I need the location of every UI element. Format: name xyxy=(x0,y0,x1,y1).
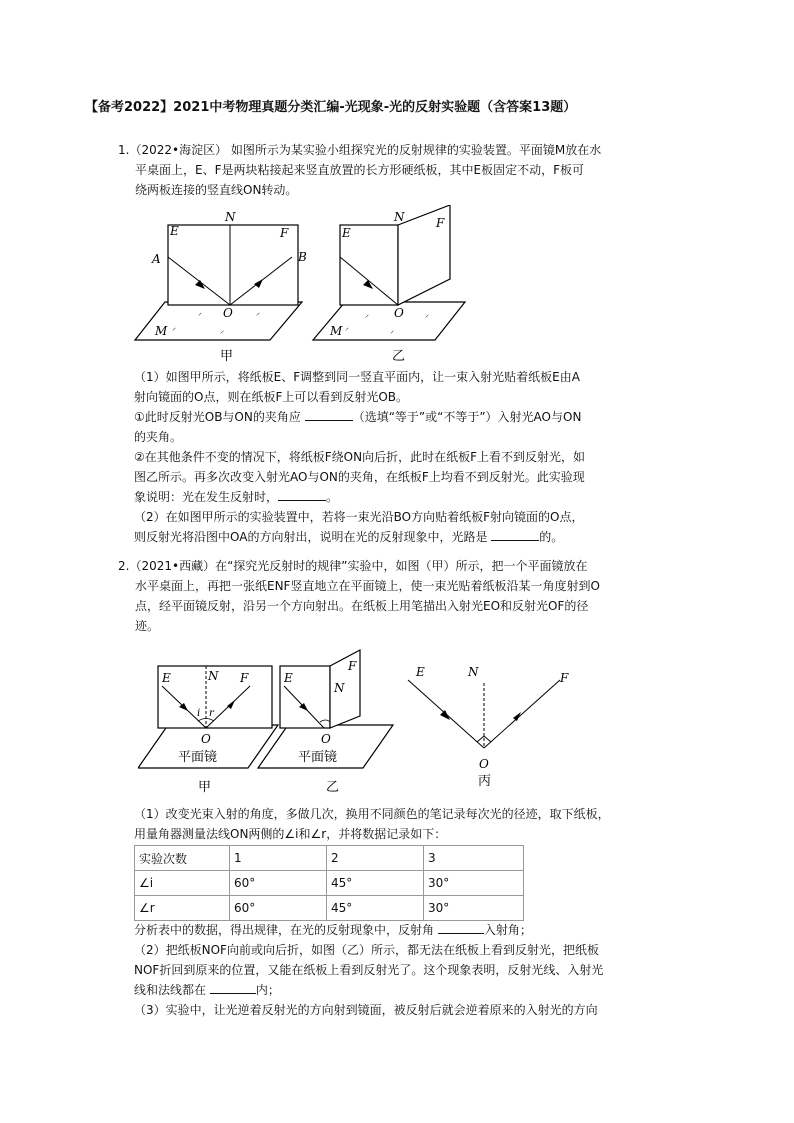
label-m: M xyxy=(330,324,343,338)
label-f: F xyxy=(240,671,249,685)
label-e: E xyxy=(284,671,293,685)
label-e: E xyxy=(162,671,171,685)
q2-intro xyxy=(118,556,698,636)
table-cell: 60° xyxy=(230,871,327,896)
answer-blank-1[interactable] xyxy=(305,407,353,421)
table-cell: 45° xyxy=(327,896,424,921)
label-o: O xyxy=(201,732,211,746)
q2-data-table xyxy=(134,845,524,921)
caption-yi: 乙 xyxy=(326,780,340,795)
label-f: F xyxy=(560,671,569,685)
q2-part1-text xyxy=(134,804,694,844)
label-o: O xyxy=(223,306,233,320)
q1-part1-line-3 xyxy=(134,407,694,427)
label-f: F xyxy=(348,659,357,673)
label-o: O xyxy=(394,306,404,320)
q1-figure xyxy=(130,205,470,365)
q2-part2-line-3a: 线和法线都在 xyxy=(134,983,207,997)
q2-part1-line-3 xyxy=(134,920,694,940)
q1-part1-line-7-end: 。 xyxy=(326,490,339,504)
q1-part1-line-2: 射向镜面的O点，则在纸板F上可以看到反射光OB。 xyxy=(134,390,409,404)
table-header-cell: 实验次数 xyxy=(135,846,230,871)
label-n: N xyxy=(468,665,479,679)
q1-part1-line-6: 图乙所示。再多次改变入射光AO与ON的夹角，在纸板F上均看不到反射光。此实验现 xyxy=(134,470,585,484)
table-cell: 30° xyxy=(424,896,524,921)
hatch-mark: ⸝ xyxy=(345,323,349,332)
table-cell: 30° xyxy=(424,871,524,896)
hatch-mark: ⸝ xyxy=(390,326,394,335)
q2-figure-jia xyxy=(138,666,278,795)
table-cell: ∠i xyxy=(135,871,230,896)
label-n: N xyxy=(334,681,345,695)
q1-part2-line-1: （2）在如图甲所示的实验装置中，若将一束光沿BO方向贴着纸板F射向镜面的O点， xyxy=(134,510,584,524)
caption-bing: 丙 xyxy=(478,774,492,789)
label-f: F xyxy=(280,226,289,240)
q1-part2-line-2-text: 则反射光将沿图中OA的方向射出，说明在光的反射现象中，光路是 xyxy=(134,530,488,544)
q1-figure-yi xyxy=(313,205,465,364)
label-n: N xyxy=(225,210,236,224)
label-e: E xyxy=(342,226,351,240)
q1-part2-line-2-end: 的。 xyxy=(539,530,564,544)
q2-part2-line-1: （2）把纸板NOF向前或向后折，如图（乙）所示，都无法在纸板上看到反射光，把纸板 xyxy=(134,943,599,957)
q1-intro-line-1: 1.（2022•海淀区） 如图所示为某实验小组探究光的反射规律的实验装置。平面镜M放在水 xyxy=(118,143,602,157)
answer-blank-3[interactable] xyxy=(491,527,539,541)
q1-part1-line-1: （1）如图甲所示，将纸板E、F调整到同一竖直平面内，让一束入射光贴着纸板E由A xyxy=(134,370,580,384)
hatch-mark: ⸝ xyxy=(220,326,224,335)
q2-figure-yi xyxy=(258,650,393,795)
q1-part1-line-7 xyxy=(134,487,694,507)
q1-part1-line-5: ②在其他条件不变的情况下，将纸板F绕ON向后折，此时在纸板F上看不到反射光，如 xyxy=(134,450,585,464)
q2-part2-line-2: NOF折回到原来的位置，又能在纸板上看到反射光了。这个现象表明，反射光线、入射光 xyxy=(134,963,604,977)
caption-jia: 甲 xyxy=(198,780,212,795)
q2-part3-line-1: （3）实验中，让光逆着反射光的方向射到镜面，被反射后就会逆着原来的入射光的方向 xyxy=(134,1003,598,1017)
q1-body xyxy=(134,367,694,547)
q1-part1-line-3a: ①此时反射光OB与ON的夹角应 xyxy=(134,410,301,424)
table-row xyxy=(135,871,524,896)
q2-figure-bing xyxy=(408,665,569,789)
q2-part2-line-3b: 内； xyxy=(255,983,280,997)
q2-intro-line-3: 点，经平面镜反射，沿另一个方向射出。在纸板上用笔描出入射光EO和反射光OF的径 xyxy=(135,599,589,613)
table-header-cell: 3 xyxy=(424,846,524,871)
label-o: O xyxy=(321,732,331,746)
table-header-cell: 2 xyxy=(327,846,424,871)
document-title: 【备考2022】2021中考物理真题分类汇编-光现象-光的反射实验题（含答案13题） xyxy=(85,100,577,115)
label-i: i xyxy=(197,708,201,719)
q1-part1-line-3b: （选填“等于”或“不等于”）入射光AO与ON xyxy=(352,410,582,424)
table-header-cell: 1 xyxy=(230,846,327,871)
q1-intro-line-2: 平桌面上，E、F是两块粘接起来竖直放置的长方形硬纸板，其中E板固定不动，F板可 xyxy=(135,163,584,177)
table-cell: 45° xyxy=(327,871,424,896)
q2-intro-line-4: 迹。 xyxy=(135,619,160,633)
answer-blank-2[interactable] xyxy=(278,487,326,501)
hatch-mark: ⸝ xyxy=(256,308,260,317)
table-row xyxy=(135,896,524,921)
q1-intro xyxy=(118,140,678,200)
answer-blank-5[interactable] xyxy=(210,980,256,994)
q2-part2-line-3 xyxy=(134,980,694,1000)
q1-intro-line-3: 绕两板连接的竖直线ON转动。 xyxy=(135,183,298,197)
caption-yi: 乙 xyxy=(392,349,406,364)
answer-blank-4[interactable] xyxy=(438,920,484,934)
q2-rest xyxy=(134,920,694,1020)
q1-part1-line-4: 的夹角。 xyxy=(134,430,183,444)
table-cell: 60° xyxy=(230,896,327,921)
label-r: r xyxy=(209,708,214,719)
q1-figure-jia xyxy=(135,210,307,364)
hatch-mark: ⸝ xyxy=(365,310,369,319)
q1-part1-line-7-text: 象说明：光在发生反射时， xyxy=(134,490,279,504)
reflected-ray-of xyxy=(484,680,560,748)
q2-part1-line-3b: 入射角； xyxy=(483,923,532,937)
label-m: M xyxy=(155,324,168,338)
table-cell: ∠r xyxy=(135,896,230,921)
q2-intro-line-2: 水平桌面上，再把一张纸ENF竖直地立在平面镜上，使一束光贴着纸板沿某一角度射到O xyxy=(135,579,600,593)
hatch-mark: ⸝ xyxy=(425,310,429,319)
hatch-mark: ⸝ xyxy=(172,323,176,332)
caption-jia: 甲 xyxy=(220,349,234,364)
q2-part1-line-3a: 分析表中的数据，得出规律，在光的反射现象中，反射角 xyxy=(134,923,435,937)
label-n: N xyxy=(394,210,405,224)
paperboard-ef xyxy=(168,225,298,305)
q1-part2-line-2 xyxy=(134,527,694,547)
label-b: B xyxy=(298,250,307,264)
table-header-row xyxy=(135,846,524,871)
q2-part1-line-1: （1）改变光束入射的角度，多做几次，换用不同颜色的笔记录每次光的径迹，取下纸板， xyxy=(134,807,610,821)
label-f: F xyxy=(436,216,445,230)
q2-part1-line-2: 用量角器测量法线ON两侧的∠i和∠r，并将数据记录如下： xyxy=(134,827,447,841)
hatch-mark: ⸝ xyxy=(198,308,202,317)
q2-intro-line-1: 2.（2021•西藏）在“探究光反射时的规律”实验中，如图（甲）所示，把一个平面镜放在 xyxy=(118,559,588,573)
incident-arrow xyxy=(440,710,450,720)
label-o: O xyxy=(479,757,489,771)
mirror-label: 平面镜 xyxy=(178,750,218,765)
label-n: N xyxy=(208,669,219,683)
label-a: A xyxy=(152,252,161,266)
label-e: E xyxy=(416,665,425,679)
label-e: E xyxy=(170,224,179,238)
mirror-label: 平面镜 xyxy=(298,750,338,765)
q2-figure xyxy=(138,648,598,796)
